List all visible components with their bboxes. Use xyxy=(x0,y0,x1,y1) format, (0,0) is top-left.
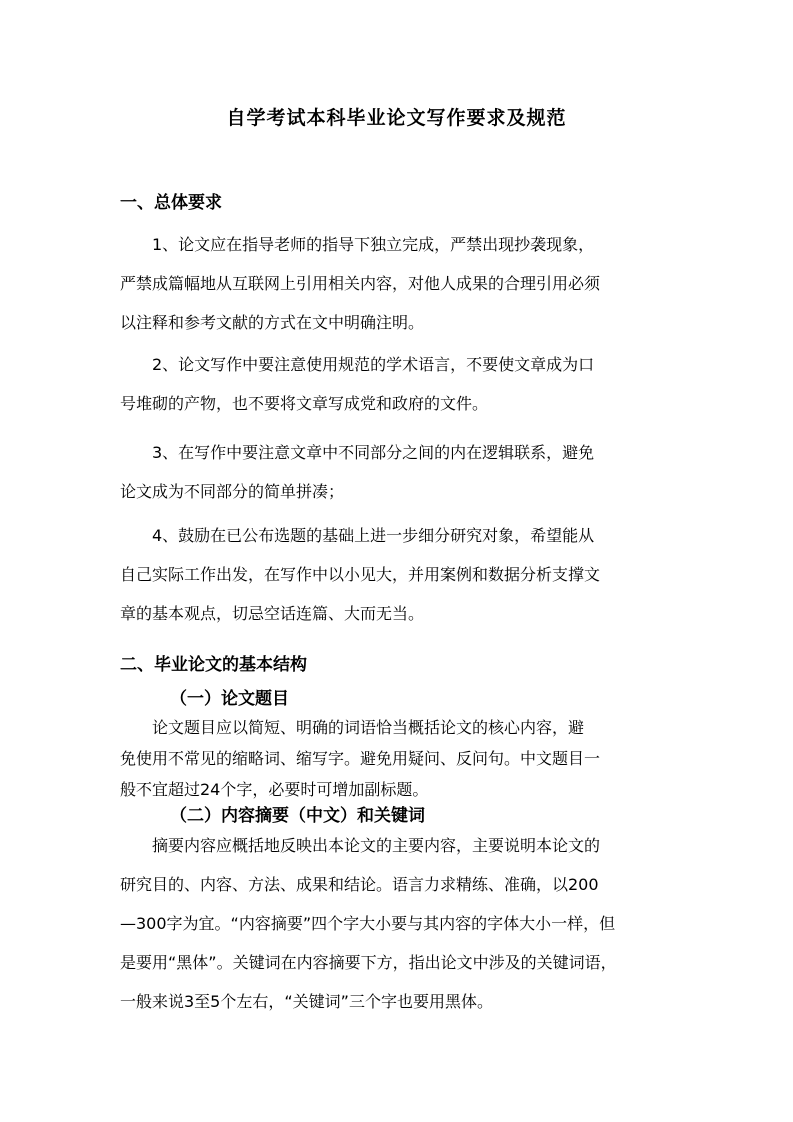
paragraph-line: 论文题目应以简短、明确的词语恰当概括论文的核心内容，避 xyxy=(152,718,585,737)
paragraph-line: 号堆砌的产物，也不要将文章写成党和政府的文件。 xyxy=(120,394,489,413)
paragraph-line: 以注释和参考文献的方式在文中明确注明。 xyxy=(120,313,425,332)
abstract-paragraph xyxy=(120,826,680,1021)
title-paragraph xyxy=(120,712,680,805)
item-1-paragraph xyxy=(120,225,680,342)
paragraph-line: 2、论文写作中要注意使用规范的学术语言，不要使文章成为口 xyxy=(152,355,595,374)
paragraph-line: 3、在写作中要注意文章中不同部分之间的内在逻辑联系，避免 xyxy=(152,443,595,462)
paragraph-line: 般不宜超过24个字，必要时可增加副标题。 xyxy=(120,780,429,799)
subsection-title-heading: （一）论文题目 xyxy=(170,689,289,709)
paragraph-line: —300字为宜。“内容摘要”四个字大小要与其内容的字体大小一样，但 xyxy=(120,914,616,933)
paragraph-line: 章的基本观点，切忌空话连篇、大而无当。 xyxy=(120,604,425,623)
paragraph-line: 研究目的、内容、方法、成果和结论。语言力求精练、准确，以200 xyxy=(120,875,599,894)
paragraph-line: 摘要内容应概括地反映出本论文的主要内容，主要说明本论文的 xyxy=(152,836,601,855)
subsection-abstract-heading: （二）内容摘要（中文）和关键词 xyxy=(170,806,425,826)
paragraph-line: 一般来说3至5个左右，“关键词”三个字也要用黑体。 xyxy=(120,992,493,1011)
section-2-heading: 二、毕业论文的基本结构 xyxy=(120,655,307,675)
paragraph-line: 是要用“黑体”。关键词在内容摘要下方，指出论文中涉及的关键词语， xyxy=(120,953,617,972)
item-2-paragraph xyxy=(120,345,680,423)
paragraph-line: 自己实际工作出发，在写作中以小见大，并用案例和数据分析支撑文 xyxy=(120,565,601,584)
item-4-paragraph xyxy=(120,516,680,633)
document-title: 自学考试本科毕业论文写作要求及规范 xyxy=(226,107,567,129)
paragraph-line: 论文成为不同部分的简单拼凑； xyxy=(120,482,345,501)
section-1-heading: 一、总体要求 xyxy=(120,193,222,213)
paragraph-line: 免使用不常见的缩略词、缩写字。避免用疑问、反问句。中文题目一 xyxy=(120,749,601,768)
paragraph-line: 1、论文应在指导老师的指导下独立完成，严禁出现抄袭现象， xyxy=(152,235,595,254)
item-3-paragraph xyxy=(120,433,680,511)
paragraph-line: 4、鼓励在已公布选题的基础上进一步细分研究对象，希望能从 xyxy=(152,526,595,545)
paragraph-line: 严禁成篇幅地从互联网上引用相关内容，对他人成果的合理引用必须 xyxy=(120,274,601,293)
